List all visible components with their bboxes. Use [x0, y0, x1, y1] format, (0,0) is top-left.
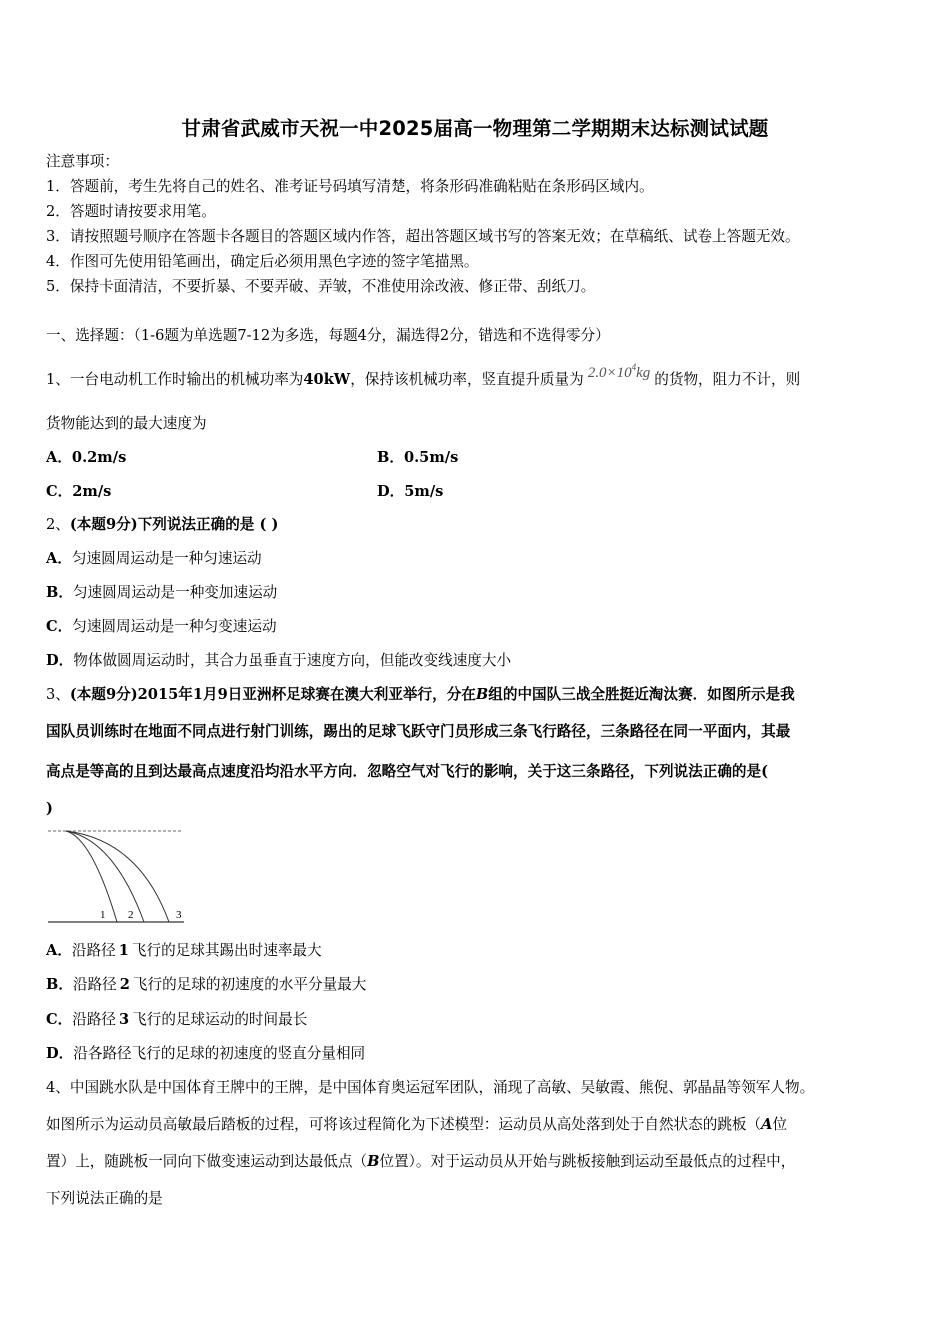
q3-text: 年	[178, 686, 193, 703]
option-text: 飞行的足球的初速度的水平分量最大	[132, 976, 367, 993]
q1-mass-exp: 4	[631, 362, 637, 372]
q1-text: 1、一台电动机工作时输出的机械功率为	[46, 371, 304, 388]
question-2-stem	[46, 515, 278, 535]
notice-item: 1．答题前，考生先将自己的姓名、准考证号码填写清楚，将条形码准确粘贴在条形码区域内。	[46, 178, 654, 195]
option-label: A．	[46, 942, 72, 959]
option-text: 3	[119, 1011, 130, 1028]
notice-item: 4．作图可先使用铅笔画出，确定后必须用黑色字迹的签字笔描黑。	[46, 253, 479, 270]
q4-position-b: B	[367, 1153, 380, 1170]
option-text: 2	[119, 976, 130, 993]
option-text: 物体做圆周运动时，其合力虽垂直于速度方向，但能改变线速度大小	[73, 652, 512, 669]
q1-option-a[interactable]	[46, 448, 126, 468]
option-label: B．	[377, 449, 404, 466]
option-text: 匀速圆周运动是一种匀变速运动	[72, 618, 277, 635]
option-text: 1	[118, 942, 129, 959]
trajectory-figure	[44, 826, 189, 926]
option-label: C．	[46, 618, 73, 635]
question-3-stem-cont: 高点是等高的且到达最高点速度沿均沿水平方向．忽略空气对飞行的影响，关于这三条路径，下列说法正确的是(	[46, 763, 769, 780]
question-4-stem-cont	[46, 1152, 795, 1172]
question-1-stem-cont: 货物能达到的最大速度为	[46, 415, 207, 432]
option-label: B．	[46, 976, 73, 993]
option-label: D．	[377, 483, 405, 500]
option-label: A．	[46, 449, 72, 466]
q2-score: (本题9分)	[69, 516, 138, 533]
question-3-stem	[46, 685, 795, 705]
q3-score: (本题9分)2015	[69, 686, 179, 703]
question-4-stem-cont: 下列说法正确的是	[46, 1190, 163, 1207]
option-text: 5m/s	[404, 483, 444, 500]
option-text: 2m/s	[72, 483, 112, 500]
option-text: 匀速圆周运动是一种匀速运动	[71, 550, 262, 567]
q1-option-b[interactable]	[377, 448, 458, 468]
q1-text: 的货物，阻力不计，则	[654, 371, 801, 388]
q3-option-d[interactable]	[46, 1044, 365, 1064]
option-label: A．	[46, 550, 72, 567]
q1-option-c[interactable]	[46, 482, 111, 502]
notice-item: 2．答题时请按要求用笔。	[46, 203, 216, 220]
option-text: 沿路径	[71, 942, 116, 959]
q1-mass-base: 2.0×10	[587, 365, 632, 381]
q2-option-a[interactable]	[46, 549, 262, 569]
question-4-stem-cont	[46, 1115, 787, 1135]
notice-item: 5．保持卡面清洁，不要折暴、不要弄破、弄皱，不准使用涂改液、修正带、刮纸刀。	[46, 278, 596, 295]
q1-text: ，保持该机械功率，竖直提升质量为	[350, 371, 584, 388]
q4-text: 如图所示为运动员高敏最后踏板的过程，可将该过程简化为下述模型：运动员从高处落到处于自然状态的跳板（	[46, 1116, 762, 1133]
option-text: 飞行的足球运动的时间最长	[132, 1011, 308, 1028]
q3-option-b[interactable]	[46, 975, 366, 995]
q2-text: 下列说法正确的是 ( )	[137, 516, 279, 533]
q2-option-c[interactable]	[46, 617, 277, 637]
question-4-stem: 4、中国跳水队是中国体育王牌中的王牌，是中国体育奥运冠军团队，涌现了高敏、吴敏霞、熊倪、郭晶晶等领军人物。	[46, 1079, 815, 1096]
q3-text: 9	[217, 686, 228, 703]
q2-prefix: 2、	[46, 516, 70, 533]
page-title: 甘肃省武威市天祝一中2025届高一物理第二学期期末达标测试试题	[181, 117, 769, 140]
path-3-curve	[66, 831, 169, 922]
notice-heading: 注意事项：	[46, 153, 119, 170]
path-2-label: 2	[128, 909, 134, 921]
option-text: 0.5m/s	[403, 449, 459, 466]
q4-text: 位	[772, 1116, 788, 1133]
path-1-label: 1	[100, 909, 106, 921]
q3-prefix: 3、	[46, 686, 70, 703]
option-text: 0.2m/s	[71, 449, 127, 466]
option-text: 沿路径	[72, 976, 117, 993]
q3-option-c[interactable]	[46, 1010, 307, 1030]
path-3-label: 3	[176, 909, 182, 921]
q1-mass-formula	[587, 362, 651, 381]
q2-option-b[interactable]	[46, 583, 277, 603]
q3-text: 月	[203, 686, 218, 703]
option-label: B．	[46, 584, 73, 601]
option-text: 沿各路径飞行的足球的初速度的竖直分量相同	[73, 1045, 366, 1062]
option-label: C．	[46, 483, 73, 500]
notice-item: 3．请按照题号顺序在答题卡各题目的答题区域内作答，超出答题区域书写的答案无效；在草稿纸、试卷上答题无效。	[46, 228, 800, 245]
q3-group-letter: B	[475, 686, 489, 703]
q1-option-d[interactable]	[377, 482, 443, 502]
q1-power: 40kW	[303, 371, 351, 388]
option-text: 飞行的足球其踢出时速率最大	[131, 942, 322, 959]
q4-text: 置）上，随跳板一同向下做变速运动到达最低点（	[46, 1153, 368, 1170]
q3-option-a[interactable]	[46, 941, 322, 961]
q3-text: 组的中国队三战全胜挺近淘汰赛．如图所示是我	[488, 686, 795, 703]
option-text: 匀速圆周运动是一种变加速运动	[72, 584, 278, 601]
q4-position-a: A	[761, 1116, 773, 1133]
question-1-stem	[46, 364, 800, 390]
question-3-stem-cont: 国队员训练时在地面不同点进行射门训练，踢出的足球飞跃守门员形成三条飞行路径，三条路径在同一平面内，其最	[46, 723, 791, 740]
option-text: 沿路径	[72, 1011, 117, 1028]
q1-mass-unit: kg	[636, 365, 651, 381]
option-label: D．	[46, 1045, 74, 1062]
question-3-stem-cont: )	[46, 800, 53, 817]
option-label: C．	[46, 1011, 73, 1028]
q4-text: 位置）。对于运动员从开始与跳板接触到运动至最低点的过程中，	[379, 1153, 796, 1170]
q2-option-d[interactable]	[46, 651, 511, 671]
q3-text: 1	[192, 686, 204, 703]
option-label: D．	[46, 652, 74, 669]
section-heading: 一、选择题：（1-6题为单选题7-12为多选，每题4分，漏选得2分，错选和不选得零分）	[46, 327, 610, 344]
q3-text: 日亚洲杯足球赛在澳大利亚举行，分在	[227, 686, 476, 703]
